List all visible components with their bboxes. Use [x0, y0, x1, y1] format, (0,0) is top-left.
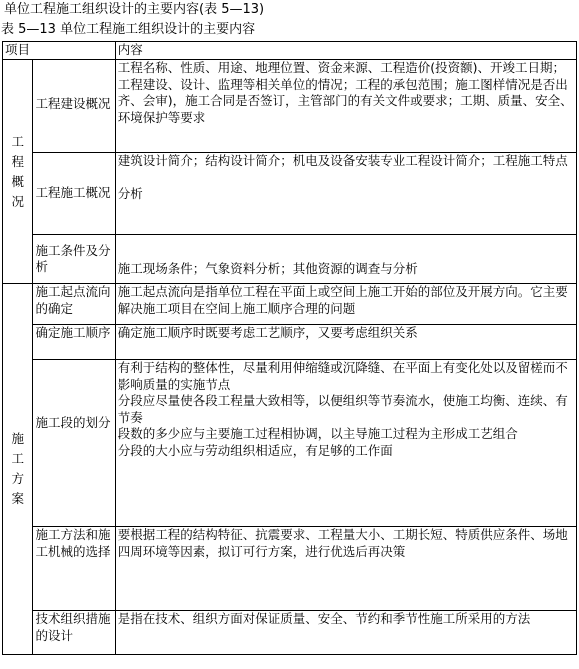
header-item: 项目 — [3, 42, 116, 60]
content-cell: 工程名称、性质、用途、地理位置、资金来源、工程造价(投资额)、开竣工日期；工程建设、设计、监理等相关单位的情况；工程的承包范围；施工图样情况是否出齐、会审)，施工合同是否签订，主管部门的有关文件或要求；工期、质量、安全、环境保护等要求 — [115, 60, 576, 153]
content-cell: 要根据工程的结构特征、抗震要求、工程量大小、工期长短、特质供应条件、场地四周环境等因素，拟订可行方案，进行优选后再决策 — [115, 527, 576, 611]
page-heading: 单位工程施工组织设计的主要内容(表 5—13) — [4, 2, 265, 17]
table-row — [3, 153, 577, 235]
table-row — [3, 360, 577, 527]
section-label-overview: 工 程 概 况 — [3, 60, 33, 284]
table-row — [3, 235, 577, 284]
content-cell: 是指在技术、组织方面对保证质量、安全、节约和季节性施工所采用的方法 — [115, 611, 576, 655]
content-table — [2, 41, 577, 655]
sub-item-label: 工程施工概况 — [33, 153, 115, 235]
content-cell: 施工起点流向是指单位工程在平面上或空间上施工开始的部位及开展方向。它主要解决施工项目在空间上施工顺序合理的问题 — [115, 284, 576, 325]
table-row — [3, 325, 577, 360]
header-content: 内容 — [115, 42, 576, 60]
sub-item-label: 确定施工顺序 — [33, 325, 115, 360]
sub-item-label: 施工段的划分 — [33, 360, 115, 527]
table-row — [3, 60, 577, 153]
content-cell: 建筑设计简介；结构设计简介；机电及设备安装专业工程设计简介；工程施工特点 分析 — [115, 153, 576, 235]
sub-item-label: 施工条件及分析 — [33, 235, 115, 284]
content-cell: 施工现场条件；气象资料分析；其他资源的调查与分析 — [115, 235, 576, 284]
sub-item-label: 技术组织措施的设计 — [33, 611, 115, 655]
table-row — [3, 527, 577, 611]
table-header-row — [3, 42, 577, 60]
sub-item-label: 工程建设概况 — [33, 60, 115, 153]
table-row — [3, 284, 577, 325]
sub-item-label: 施工起点流向的确定 — [33, 284, 115, 325]
table-row — [3, 611, 577, 655]
content-cell: 确定施工顺序时既要考虑工艺顺序，又要考虑组织关系 — [115, 325, 576, 360]
content-cell: 有利于结构的整体性，尽量利用伸缩缝或沉降缝、在平面上有变化处以及留槎而不影响质量的实施节点 分段应尽量使各段工程量大致相等，以便组织等节奏流水，使施工均衡、连续、有节奏 段数的多少应与主要施工过程相协调，以主导施工过程为主形成工艺组合 分段的大小应与劳动组织相适应，有足够的工作面 — [115, 360, 576, 527]
sub-item-label: 施工方法和施工机械的选择 — [33, 527, 115, 611]
table-caption: 表 5—13 单位工程施工组织设计的主要内容 — [1, 22, 256, 37]
section-label-plan: 施 工 方 案 — [3, 284, 33, 655]
